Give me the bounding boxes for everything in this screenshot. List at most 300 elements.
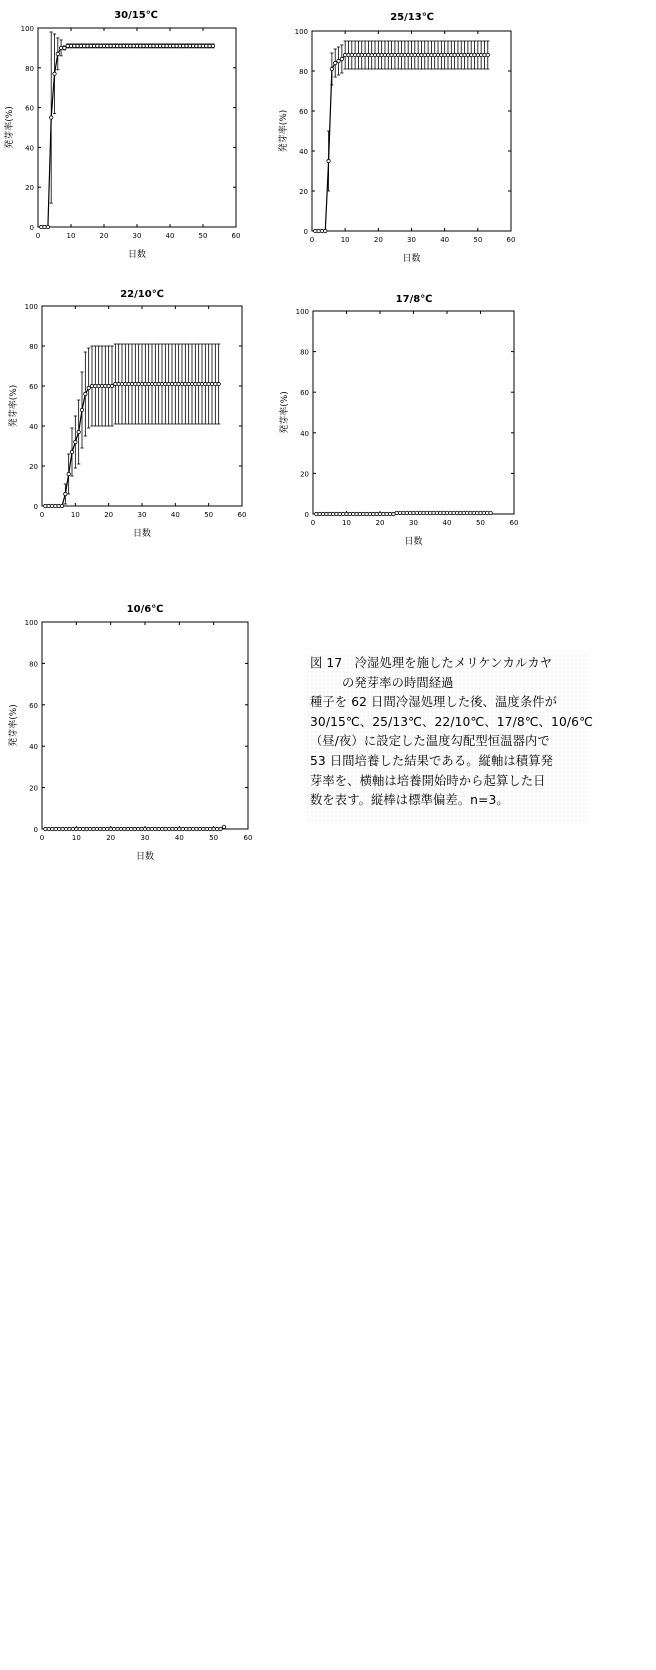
data-point (112, 827, 115, 830)
data-point (88, 827, 91, 830)
x-tick-label: 60 (506, 236, 516, 244)
data-point (143, 827, 146, 830)
x-tick-label: 40 (174, 834, 184, 842)
data-point (53, 72, 56, 75)
data-point (325, 512, 328, 515)
data-point (453, 53, 456, 56)
data-point (205, 44, 208, 47)
data-point (50, 116, 53, 119)
data-point (382, 512, 385, 515)
data-point (422, 511, 425, 514)
data-point (175, 44, 178, 47)
data-point (82, 827, 85, 830)
y-axis-label: 発芽率(%) (279, 109, 289, 153)
chart-title: 25/13℃ (390, 12, 434, 23)
data-point (145, 44, 148, 47)
data-point (402, 511, 405, 514)
data-point (95, 827, 98, 830)
data-point (70, 450, 73, 453)
series-line (315, 55, 487, 231)
data-point (440, 53, 443, 56)
data-point (479, 53, 482, 56)
x-tick-label: 10 (66, 232, 76, 240)
y-tick-label: 60 (29, 701, 38, 710)
chart-17-8 (270, 290, 556, 580)
data-point (154, 382, 157, 385)
data-point (90, 384, 93, 387)
y-tick-label: 0 (304, 511, 309, 519)
data-point (483, 53, 486, 56)
data-point (59, 46, 62, 49)
data-point (357, 53, 360, 56)
data-point (449, 511, 452, 514)
data-point (387, 53, 390, 56)
data-point (57, 504, 60, 507)
x-tick-label: 10 (342, 519, 351, 527)
data-point (75, 827, 78, 830)
data-point (140, 382, 143, 385)
data-point (184, 382, 187, 385)
data-point (60, 504, 63, 507)
x-axis-label: 日数 (402, 254, 421, 264)
data-point (99, 44, 102, 47)
data-point (96, 44, 99, 47)
data-point (475, 511, 478, 514)
x-tick-label: 40 (440, 236, 450, 244)
x-tick-label: 0 (35, 232, 41, 240)
chart-plot (0, 284, 270, 564)
data-point (408, 511, 411, 514)
plot-frame (38, 28, 236, 227)
data-point (147, 382, 150, 385)
data-point (195, 827, 198, 830)
data-point (317, 229, 320, 232)
y-tick-label: 40 (300, 429, 309, 438)
plot-frame (313, 311, 514, 514)
data-point (398, 511, 401, 514)
data-point (400, 53, 403, 56)
data-point (198, 44, 201, 47)
data-point (150, 827, 153, 830)
data-point (97, 384, 100, 387)
data-point (370, 53, 373, 56)
data-point (415, 511, 418, 514)
data-point (348, 512, 351, 515)
data-point (465, 511, 468, 514)
x-tick-label: 30 (137, 511, 147, 519)
y-tick-label: 100 (24, 619, 38, 627)
data-point (435, 511, 438, 514)
data-point (358, 512, 361, 515)
data-point (167, 827, 170, 830)
data-point (43, 225, 46, 228)
data-point (405, 511, 408, 514)
data-point (182, 44, 185, 47)
y-axis-label: 発芽率(%) (280, 391, 290, 434)
chart-plot (0, 600, 280, 890)
x-tick-label: 10 (340, 236, 350, 244)
data-point (77, 430, 80, 433)
x-tick-label: 20 (99, 232, 109, 240)
data-point (420, 53, 423, 56)
data-point (86, 44, 89, 47)
data-point (190, 382, 193, 385)
data-point (368, 512, 371, 515)
data-point (222, 825, 225, 828)
x-tick-label: 20 (375, 519, 385, 527)
x-tick-label: 40 (442, 519, 452, 527)
data-point (430, 53, 433, 56)
chart-10-6 (0, 600, 280, 890)
y-tick-label: 40 (25, 144, 34, 153)
data-point (341, 512, 344, 515)
y-tick-label: 20 (29, 463, 38, 471)
data-point (144, 382, 147, 385)
data-point (87, 386, 90, 389)
data-point (215, 827, 218, 830)
data-point (63, 46, 66, 49)
data-point (363, 53, 366, 56)
x-axis-label: 日数 (132, 529, 152, 539)
y-tick-label: 20 (29, 784, 38, 793)
data-point (390, 53, 393, 56)
data-point (187, 382, 190, 385)
data-point (92, 827, 95, 830)
y-tick-label: 20 (299, 188, 308, 196)
data-point (170, 382, 173, 385)
y-tick-label: 20 (300, 470, 309, 479)
data-point (367, 53, 370, 56)
chart-title: 10/6℃ (126, 604, 164, 615)
y-tick-label: 40 (299, 148, 308, 156)
chart-30-15 (0, 0, 270, 270)
data-point (210, 382, 213, 385)
x-tick-label: 50 (473, 236, 483, 244)
data-point (67, 472, 70, 475)
data-point (340, 57, 343, 60)
data-point (134, 382, 137, 385)
data-point (157, 382, 160, 385)
data-point (147, 827, 150, 830)
data-point (171, 827, 174, 830)
x-tick-label: 50 (209, 834, 219, 842)
data-point (132, 44, 135, 47)
y-tick-label: 100 (24, 303, 38, 311)
caption-title-line-1: 図 17 冷湿処理を施したメリケンカルカヤ (310, 656, 553, 670)
y-tick-label: 40 (29, 423, 38, 431)
chart-title: 22/10℃ (120, 289, 164, 300)
data-point (486, 511, 489, 514)
data-point (66, 44, 69, 47)
data-point (385, 512, 388, 515)
data-point (114, 382, 117, 385)
data-point (452, 511, 455, 514)
data-point (139, 44, 142, 47)
data-point (463, 53, 466, 56)
data-point (338, 512, 341, 515)
data-point (324, 229, 327, 232)
data-point (413, 53, 416, 56)
data-point (181, 827, 184, 830)
x-axis-label: 日数 (135, 852, 155, 862)
data-point (204, 382, 207, 385)
caption-body-line: 芽率を、横軸は培養開始時から起算した日 (310, 773, 546, 788)
data-point (489, 511, 492, 514)
data-point (330, 67, 333, 70)
data-point (191, 44, 194, 47)
data-point (392, 512, 395, 515)
data-point (188, 827, 191, 830)
data-point (212, 827, 215, 830)
data-point (44, 504, 47, 507)
data-point (377, 53, 380, 56)
data-point (137, 382, 140, 385)
x-tick-label: 30 (409, 519, 418, 527)
chart-title: 17/8℃ (395, 294, 433, 305)
data-point (158, 44, 161, 47)
data-point (74, 440, 77, 443)
data-point (107, 384, 110, 387)
data-point (331, 512, 334, 515)
y-axis-label: 発芽率(%) (9, 704, 19, 747)
data-point (140, 827, 143, 830)
data-point (174, 382, 177, 385)
data-point (54, 504, 57, 507)
data-point (202, 827, 205, 830)
data-point (155, 44, 158, 47)
data-point (180, 382, 183, 385)
data-point (152, 44, 155, 47)
x-tick-label: 50 (204, 511, 214, 519)
x-tick-label: 30 (132, 232, 142, 240)
data-point (486, 53, 489, 56)
x-tick-label: 30 (140, 834, 150, 842)
y-axis-label: 発芽率(%) (5, 106, 15, 149)
data-point (76, 44, 79, 47)
chart-plot (0, 0, 270, 270)
data-point (436, 53, 439, 56)
y-tick-label: 60 (299, 108, 308, 116)
data-point (149, 44, 152, 47)
data-point (426, 53, 429, 56)
caption-body-line: 53 日間培養した結果である。縦軸は積算発 (310, 753, 554, 768)
data-point (378, 512, 381, 515)
data-point (123, 827, 126, 830)
data-point (373, 53, 376, 56)
x-tick-label: 60 (231, 232, 241, 240)
chart-22-10 (0, 284, 270, 564)
y-tick-label: 80 (29, 660, 38, 669)
data-point (455, 511, 458, 514)
x-tick-label: 10 (70, 511, 80, 519)
data-point (459, 511, 462, 514)
chart-plot (270, 0, 550, 275)
data-point (164, 382, 167, 385)
data-point (482, 511, 485, 514)
data-point (46, 225, 49, 228)
data-point (195, 44, 198, 47)
data-point (117, 382, 120, 385)
data-point (315, 512, 318, 515)
data-point (360, 53, 363, 56)
x-tick-label: 20 (104, 511, 114, 519)
x-tick-label: 60 (237, 511, 247, 519)
data-point (469, 511, 472, 514)
data-point (197, 382, 200, 385)
x-tick-label: 10 (71, 834, 81, 842)
data-point (112, 44, 115, 47)
data-point (201, 44, 204, 47)
data-point (162, 44, 165, 47)
y-axis-label: 発芽率(%) (9, 384, 19, 428)
x-tick-label: 0 (309, 236, 315, 244)
data-point (71, 827, 74, 830)
y-tick-label: 40 (29, 743, 38, 752)
data-point (380, 53, 383, 56)
data-point (78, 827, 81, 830)
y-tick-label: 60 (25, 104, 34, 113)
data-point (321, 512, 324, 515)
data-point (150, 382, 153, 385)
data-point (388, 512, 391, 515)
data-point (337, 59, 340, 62)
data-point (476, 53, 479, 56)
x-tick-label: 40 (170, 511, 180, 519)
data-point (178, 44, 181, 47)
data-point (355, 512, 358, 515)
data-point (462, 511, 465, 514)
data-point (191, 827, 194, 830)
data-point (442, 511, 445, 514)
data-point (100, 384, 103, 387)
data-point (393, 53, 396, 56)
x-tick-label: 20 (106, 834, 116, 842)
data-point (102, 827, 105, 830)
data-point (177, 382, 180, 385)
data-point (109, 827, 112, 830)
data-point (172, 44, 175, 47)
data-point (185, 44, 188, 47)
data-point (178, 827, 181, 830)
data-point (362, 512, 365, 515)
data-point (136, 827, 139, 830)
data-point (466, 53, 469, 56)
x-tick-label: 60 (243, 834, 253, 842)
data-point (164, 827, 167, 830)
data-point (416, 53, 419, 56)
data-point (365, 512, 368, 515)
data-point (122, 44, 125, 47)
data-point (194, 382, 197, 385)
y-tick-label: 60 (29, 383, 38, 391)
data-point (209, 827, 212, 830)
data-point (106, 827, 109, 830)
data-point (135, 44, 138, 47)
x-tick-label: 60 (509, 519, 519, 527)
data-point (429, 511, 432, 514)
data-point (345, 512, 348, 515)
x-tick-label: 20 (373, 236, 383, 244)
data-point (403, 53, 406, 56)
y-tick-label: 80 (29, 343, 38, 351)
data-point (318, 512, 321, 515)
data-point (68, 827, 71, 830)
data-point (154, 827, 157, 830)
x-tick-label: 40 (165, 232, 175, 240)
data-point (92, 44, 95, 47)
data-point (419, 511, 422, 514)
data-point (85, 827, 88, 830)
data-point (89, 44, 92, 47)
data-point (80, 408, 83, 411)
data-point (334, 61, 337, 64)
data-point (119, 827, 122, 830)
data-point (69, 44, 72, 47)
data-point (73, 44, 76, 47)
caption-body-line: （昼/夜）に設定した温度勾配型恒温器内で (310, 734, 550, 749)
data-point (353, 53, 356, 56)
data-point (347, 53, 350, 56)
data-point (160, 382, 163, 385)
data-point (335, 512, 338, 515)
data-point (327, 159, 330, 162)
data-point (208, 44, 211, 47)
data-point (412, 511, 415, 514)
data-point (320, 229, 323, 232)
caption-body-line: 種子を 62 日間冷湿処理した後、温度条件が (310, 695, 558, 710)
series-line (41, 46, 213, 227)
data-point (328, 512, 331, 515)
data-point (79, 44, 82, 47)
data-point (110, 384, 113, 387)
y-tick-label: 60 (300, 389, 309, 398)
y-tick-label: 80 (299, 68, 308, 76)
data-point (188, 44, 191, 47)
data-point (165, 44, 168, 47)
data-point (479, 511, 482, 514)
data-point (133, 827, 136, 830)
data-point (129, 44, 132, 47)
data-point (375, 512, 378, 515)
data-point (217, 382, 220, 385)
data-point (106, 44, 109, 47)
data-point (456, 53, 459, 56)
x-tick-label: 0 (39, 834, 45, 842)
data-point (167, 382, 170, 385)
data-point (425, 511, 428, 514)
data-point (406, 53, 409, 56)
data-point (116, 827, 119, 830)
y-tick-label: 0 (33, 826, 38, 834)
data-point (56, 52, 59, 55)
data-point (130, 827, 133, 830)
data-point (433, 53, 436, 56)
y-tick-label: 0 (29, 224, 34, 232)
data-point (57, 827, 60, 830)
data-point (350, 53, 353, 56)
y-tick-label: 80 (300, 348, 309, 357)
data-point (432, 511, 435, 514)
data-point (343, 53, 346, 56)
data-point (383, 53, 386, 56)
x-tick-label: 0 (39, 511, 45, 519)
y-tick-label: 20 (25, 184, 34, 193)
data-point (423, 53, 426, 56)
data-point (439, 511, 442, 514)
data-point (395, 511, 398, 514)
data-point (214, 382, 217, 385)
data-point (116, 44, 119, 47)
